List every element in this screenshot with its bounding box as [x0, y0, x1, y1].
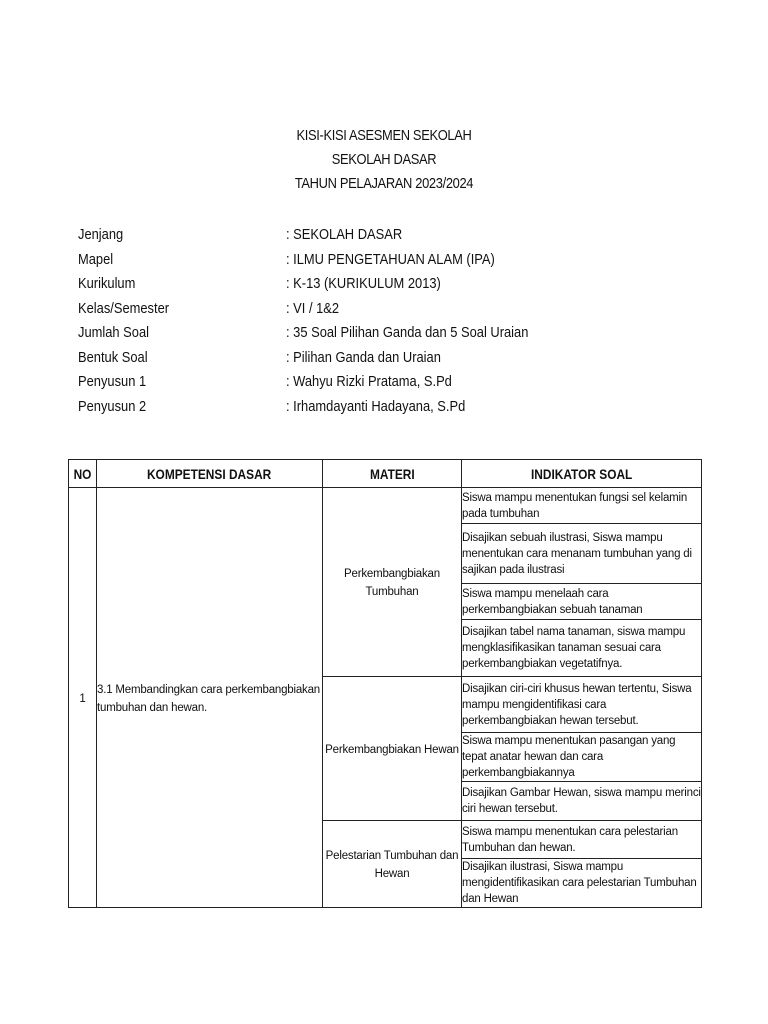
indikator-value: Disajikan ciri-ciri khusus hewan tertentu, Siswa mampu mengidentifikasi cara perkembangbiakan hewan tersebut. — [462, 682, 692, 727]
indikator-cell — [462, 782, 702, 821]
info-label: Kurikulum — [78, 275, 136, 292]
indikator-value: Disajikan sebuah ilustrasi, Siswa mampu menentukan cara menanam tumbuhan yang di sajikan pada ilustrasi — [462, 531, 692, 576]
col-header-label: NO — [73, 465, 92, 482]
col-header-kompetensi — [97, 460, 323, 488]
materi-cell — [323, 821, 462, 908]
info-block — [78, 223, 738, 419]
col-header-label: INDIKATOR SOAL — [530, 465, 633, 482]
indikator-cell — [462, 677, 702, 733]
indikator-value: Disajikan tabel nama tanaman, siswa mampu mengklasifikasikan tanaman sesuai cara perkembangbiakan vegetatifnya. — [462, 626, 686, 670]
indikator-value: Siswa mampu menentukan cara pelestarian Tumbuhan dan hewan. — [462, 825, 678, 854]
indikator-value: Siswa mampu menentukan fungsi sel kelamin pada tumbuhan — [462, 491, 688, 520]
col-header-label: KOMPETENSI DASAR — [147, 465, 272, 482]
info-value: : 35 Soal Pilihan Ganda dan 5 Soal Uraian — [286, 324, 529, 341]
indikator-cell — [462, 584, 702, 620]
info-row-kurikulum — [78, 272, 738, 297]
kompetensi-cell — [97, 488, 323, 908]
indikator-value: Disajikan ilustrasi, Siswa mampu mengidentifikasikan cara pelestarian Tumbuhan dan Hewan — [462, 861, 697, 905]
indikator-value: Disajikan Gambar Hewan, siswa mampu merinci ciri hewan tersebut. — [462, 787, 701, 815]
indikator-cell — [462, 488, 702, 524]
info-value: : SEKOLAH DASAR — [286, 226, 403, 243]
info-value: : Irhamdayanti Hadayana, S.Pd — [286, 397, 466, 415]
info-value: : K-13 (KURIKULUM 2013) — [286, 275, 441, 292]
indikator-cell — [462, 733, 702, 782]
col-header-materi — [323, 460, 462, 488]
no-value: 1 — [79, 692, 86, 705]
materi-value: Pelestarian Tumbuhan dan Hewan — [325, 850, 459, 880]
indikator-value: Siswa mampu menelaah cara perkembangbiakan sebuah tanaman — [462, 587, 643, 616]
info-value: : Wahyu Rizki Pratama, S.Pd — [286, 373, 452, 390]
info-label: Kelas/Semester — [78, 299, 170, 317]
kompetensi-value: 3.1 Membandingkan cara perkembangbiakan tumbuhan dan hewan. — [97, 683, 320, 714]
document-title — [0, 124, 768, 196]
indikator-cell — [462, 524, 702, 584]
table-header-row — [69, 460, 702, 488]
table-row — [69, 488, 702, 524]
info-row-penyusun-1 — [78, 370, 738, 395]
indikator-cell — [462, 859, 702, 908]
materi-cell — [323, 677, 462, 821]
info-row-bentuk-soal — [78, 346, 738, 371]
info-row-kelas-semester — [78, 297, 738, 322]
no-cell — [69, 488, 97, 908]
info-value: : VI / 1&2 — [286, 299, 340, 317]
info-row-jumlah-soal — [78, 321, 738, 346]
indikator-value: Siswa mampu menentukan pasangan yang tepat anatar hewan dan cara perkembangbiakannya — [462, 735, 676, 779]
info-value: : ILMU PENGETAHUAN ALAM (IPA) — [286, 250, 495, 268]
title-line-2: SEKOLAH DASAR — [331, 151, 437, 168]
info-value: : Pilihan Ganda dan Uraian — [286, 348, 441, 366]
info-row-mapel — [78, 248, 738, 273]
col-header-label: MATERI — [369, 465, 415, 482]
info-row-penyusun-2 — [78, 395, 738, 420]
kisi-kisi-table — [68, 459, 702, 908]
indikator-cell — [462, 620, 702, 677]
col-header-no — [69, 460, 97, 488]
info-row-jenjang — [78, 223, 738, 248]
col-header-indikator — [462, 460, 702, 488]
info-label: Bentuk Soal — [78, 348, 148, 366]
materi-value: Perkembangbiakan Tumbuhan — [344, 568, 440, 598]
materi-value: Perkembangbiakan Hewan — [325, 743, 459, 756]
title-line-1: KISI-KISI ASESMEN SEKOLAH — [296, 127, 472, 144]
title-line-3: TAHUN PELAJARAN 2023/2024 — [294, 175, 474, 192]
info-label: Jumlah Soal — [78, 324, 149, 341]
info-label: Mapel — [78, 250, 114, 268]
info-label: Penyusun 2 — [78, 397, 147, 415]
indikator-cell — [462, 821, 702, 859]
info-label: Jenjang — [78, 226, 124, 243]
materi-cell — [323, 488, 462, 677]
info-label: Penyusun 1 — [78, 373, 147, 390]
